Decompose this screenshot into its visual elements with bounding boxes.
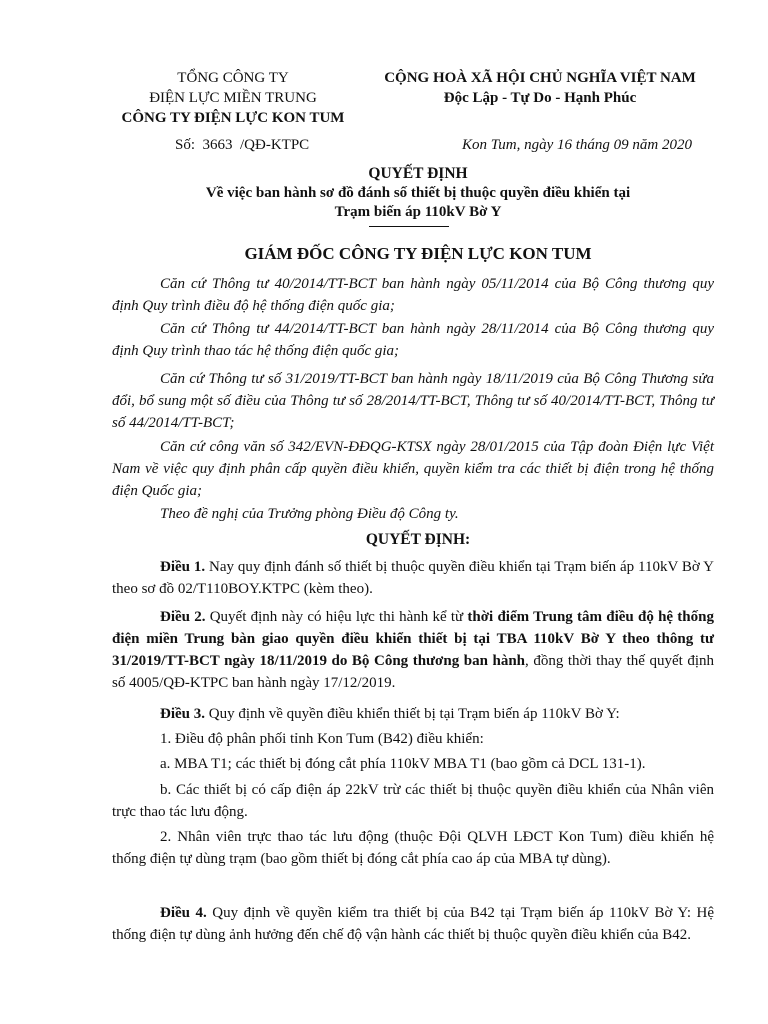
article-3-label: Điều 3. [160,706,205,722]
basis-paragraph: Theo đề nghị của Trưởng phòng Điều độ Công ty. [160,506,459,522]
issuer-line-2: ĐIỆN LỰC MIỀN TRUNG [149,90,317,106]
basis-paragraph: Căn cứ Thông tư 44/2014/TT-BCT ban hành ngày 28/11/2014 của Bộ Công thương quy định Quy trình thao tác hệ thống điện quốc gia; [112,321,714,359]
article-4-label: Điều 4. [160,905,207,921]
national-motto-block [360,68,720,108]
number-label: Số: [175,137,196,153]
article-4 [112,902,714,946]
decision-number [175,137,309,154]
article-2-label: Điều 2. [160,609,206,625]
issuer-block [108,68,358,128]
issuing-authority: GIÁM ĐỐC CÔNG TY ĐIỆN LỰC KON TUM [244,244,592,263]
article-3 [112,703,714,725]
article-3-item: a. MBA T1; các thiết bị đóng cắt phía 110kV MBA T1 (bao gồm cả DCL 131-1). [160,756,646,772]
article-1-text: Nay quy định đánh số thiết bị thuộc quyền điều khiển tại Trạm biến áp 110kV Bờ Y theo sơ đồ 02/T110BOY.KTPC (kèm theo). [112,559,715,597]
document-subject-line-1: Về việc ban hành sơ đồ đánh số thiết bị thuộc quyền điều khiển tại [205,185,631,201]
basis-paragraph: Căn cứ Thông tư số 31/2019/TT-BCT ban hành ngày 18/11/2019 của Bộ Công Thương sửa đổi, bổ sung một số điều của Thông tư số 28/2014/TT-BCT, Thông tư số 40/2014/TT-BCT, Thông tư số 44/2014/TT-BCT; [112,371,714,431]
article-2-text-b: , đồng thời thay thế quyết định số 4005/QĐ-KTPC ban hành ngày 17/12/2019. [112,653,714,691]
issuer-line-1: TỔNG CÔNG TY [177,70,289,86]
article-3-item: 1. Điều độ phân phối tỉnh Kon Tum (B42) điều khiển: [160,731,484,747]
article-1-label: Điều 1. [160,559,206,575]
article-3-text: Quy định về quyền điều khiển thiết bị tại Trạm biến áp 110kV Bờ Y: [205,706,620,722]
basis-paragraph: Căn cứ công văn số 342/EVN-ĐĐQG-KTSX ngày 28/01/2015 của Tập đoàn Điện lực Việt Nam về việc quy định phân cấp quyền điều khiển, quyền kiểm tra các thiết bị điện trong hệ thống điện Quốc gia; [112,439,714,499]
article-2-bold: thời điểm Trung tâm điều độ hệ thống điện miền Trung bàn giao quyền điều khiển thiết bị tại TBA 110kV Bờ Y theo thông tư 31/2019/TT-BCT ngày 18/11/2019 do Bộ Công thương ban hành [112,609,714,669]
issuer-company: CÔNG TY ĐIỆN LỰC KON TUM [121,110,345,126]
article-3-item: 2. Nhân viên trực thao tác lưu động (thuộc Đội QLVH LĐCT Kon Tum) điều khiển hệ thống điện tự dùng trạm (bao gồm thiết bị đóng cắt phía cao áp của MBA tự dùng). [112,829,714,867]
article-2-text-a: Quyết định này có hiệu lực thi hành kể từ [205,609,468,625]
basis-paragraph: Căn cứ Thông tư 40/2014/TT-BCT ban hành ngày 05/11/2014 của Bộ Công thương quy định Quy trình điều độ hệ thống điện quốc gia; [112,276,714,314]
article-4-text: Quy định về quyền kiểm tra thiết bị của B42 tại Trạm biến áp 110kV Bờ Y: Hệ thống điện tự dùng ảnh hưởng đến chế độ vận hành các thiết bị thuộc quyền điều khiển của B42. [112,905,715,943]
place-date: Kon Tum, ngày 16 tháng 09 năm 2020 [462,137,693,153]
article-2 [112,606,714,694]
document-subject-line-2: Trạm biến áp 110kV Bờ Y [334,204,502,220]
article-1 [112,556,714,600]
number-value: 3663 [202,137,233,153]
decision-heading: QUYẾT ĐỊNH: [365,531,471,548]
document-title: QUYẾT ĐỊNH [368,165,468,182]
title-divider [369,226,449,227]
country-name: CỘNG HOÀ XÃ HỘI CHỦ NGHĨA VIỆT NAM [384,70,696,86]
motto: Độc Lập - Tự Do - Hạnh Phúc [443,90,637,106]
number-code: /QĐ-KTPC [240,137,310,153]
article-3-item: b. Các thiết bị có cấp điện áp 22kV trừ các thiết bị thuộc quyền điều khiển của Nhân viên trực thao tác lưu động. [112,782,714,820]
